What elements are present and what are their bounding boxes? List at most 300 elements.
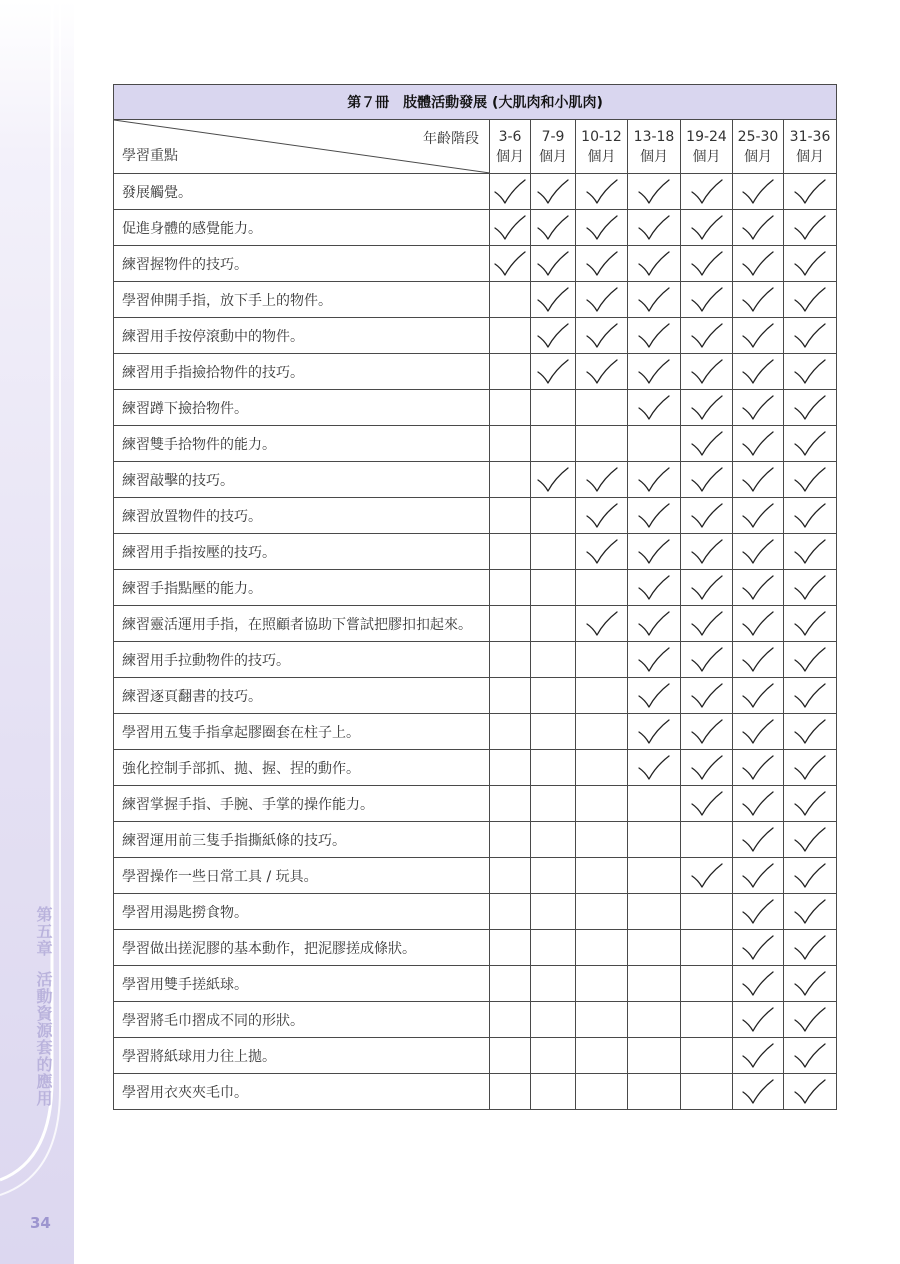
checkmark-icon	[742, 431, 774, 457]
table-row	[114, 246, 837, 282]
table-row	[114, 534, 837, 570]
checkmark-icon	[794, 1043, 826, 1069]
checkmark-icon	[691, 323, 723, 349]
check-cell	[784, 894, 837, 930]
check-cell	[784, 462, 837, 498]
checkmark-icon	[794, 971, 826, 997]
checkmark-icon	[494, 179, 526, 205]
age-unit: 個月	[587, 148, 616, 165]
table-row	[114, 570, 837, 606]
check-cell	[784, 822, 837, 858]
check-cell	[681, 174, 733, 210]
check-cell	[733, 678, 784, 714]
table-row	[114, 966, 837, 1002]
learning-item: 練習握物件的技巧。	[114, 246, 490, 282]
check-cell	[784, 678, 837, 714]
checkmark-icon	[638, 179, 670, 205]
check-cell	[733, 462, 784, 498]
check-cell	[531, 246, 576, 282]
check-cell	[531, 534, 576, 570]
learning-item: 練習用手指撿拾物件的技巧。	[114, 354, 490, 390]
check-cell	[784, 606, 837, 642]
check-cell	[681, 498, 733, 534]
learning-item: 學習用衣夾夾毛巾。	[114, 1074, 490, 1110]
check-cell	[784, 426, 837, 462]
learning-item: 學習用湯匙撈食物。	[114, 894, 490, 930]
checkmark-icon	[794, 539, 826, 565]
table-row	[114, 606, 837, 642]
checkmark-icon	[742, 863, 774, 889]
check-cell	[681, 282, 733, 318]
age-range: 13-18	[633, 128, 675, 145]
check-cell	[490, 1074, 531, 1110]
check-cell	[490, 606, 531, 642]
checkmark-icon	[742, 1007, 774, 1033]
checkmark-icon	[742, 323, 774, 349]
check-cell	[784, 318, 837, 354]
check-cell	[576, 282, 628, 318]
age-range: 10-12	[581, 128, 622, 145]
checkmark-icon	[691, 395, 723, 421]
checkmark-icon	[691, 863, 723, 889]
check-cell	[490, 786, 531, 822]
checkmark-icon	[586, 359, 618, 385]
checkmark-icon	[742, 1043, 774, 1069]
checkmark-icon	[638, 503, 670, 529]
table-row	[114, 930, 837, 966]
check-cell	[628, 246, 681, 282]
check-cell	[576, 822, 628, 858]
check-cell	[628, 426, 681, 462]
learning-item: 練習敲擊的技巧。	[114, 462, 490, 498]
checkmark-icon	[638, 395, 670, 421]
check-cell	[628, 930, 681, 966]
checkmark-icon	[691, 215, 723, 241]
checkmark-icon	[794, 719, 826, 745]
learning-item: 練習手指點壓的能力。	[114, 570, 490, 606]
check-cell	[576, 750, 628, 786]
check-cell	[628, 822, 681, 858]
checkmark-icon	[794, 431, 826, 457]
check-cell	[576, 534, 628, 570]
checkmark-icon	[742, 647, 774, 673]
check-cell	[733, 282, 784, 318]
table-row	[114, 894, 837, 930]
check-cell	[576, 426, 628, 462]
checkmark-icon	[794, 395, 826, 421]
check-cell	[490, 174, 531, 210]
check-cell	[490, 498, 531, 534]
check-cell	[576, 1074, 628, 1110]
table-row	[114, 642, 837, 678]
age-range: 19-24	[686, 128, 727, 145]
checkmark-icon	[537, 251, 569, 277]
table-row	[114, 786, 837, 822]
check-cell	[784, 714, 837, 750]
checkmark-icon	[537, 287, 569, 313]
checkmark-icon	[742, 359, 774, 385]
check-cell	[531, 570, 576, 606]
check-cell	[733, 642, 784, 678]
check-cell	[681, 894, 733, 930]
checkmark-icon	[691, 467, 723, 493]
check-cell	[628, 1038, 681, 1074]
development-table-wrapper	[113, 84, 836, 1110]
checkmark-icon	[742, 935, 774, 961]
table-row	[114, 858, 837, 894]
table-row	[114, 354, 837, 390]
check-cell	[531, 1074, 576, 1110]
check-cell	[681, 606, 733, 642]
check-cell	[531, 822, 576, 858]
table-body	[114, 174, 837, 1110]
learning-item: 學習將紙球用力往上拋。	[114, 1038, 490, 1074]
check-cell	[531, 714, 576, 750]
checkmark-icon	[794, 467, 826, 493]
checkmark-icon	[691, 755, 723, 781]
checkmark-icon	[794, 611, 826, 637]
check-cell	[733, 1002, 784, 1038]
checkmark-icon	[794, 1079, 826, 1105]
check-cell	[576, 966, 628, 1002]
checkmark-icon	[494, 215, 526, 241]
checkmark-icon	[794, 935, 826, 961]
check-cell	[784, 858, 837, 894]
check-cell	[490, 570, 531, 606]
checkmark-icon	[586, 179, 618, 205]
check-cell	[733, 786, 784, 822]
table-title: 第７冊 肢體活動發展 (大肌肉和小肌肉)	[114, 85, 837, 120]
check-cell	[733, 246, 784, 282]
check-cell	[531, 1038, 576, 1074]
chapter-number: 第五章	[34, 906, 53, 957]
check-cell	[681, 786, 733, 822]
check-cell	[628, 534, 681, 570]
checkmark-icon	[586, 539, 618, 565]
learning-item: 練習雙手拾物件的能力。	[114, 426, 490, 462]
check-cell	[628, 714, 681, 750]
check-cell	[576, 1038, 628, 1074]
checkmark-icon	[586, 467, 618, 493]
age-range: 31-36	[789, 128, 831, 145]
check-cell	[531, 678, 576, 714]
check-cell	[784, 1002, 837, 1038]
check-cell	[531, 390, 576, 426]
checkmark-icon	[586, 323, 618, 349]
learning-item: 學習做出搓泥膠的基本動作，把泥膠搓成條狀。	[114, 930, 490, 966]
check-cell	[576, 894, 628, 930]
checkmark-icon	[742, 611, 774, 637]
check-cell	[531, 462, 576, 498]
checkmark-icon	[742, 899, 774, 925]
check-cell	[733, 606, 784, 642]
learning-item: 學習伸開手指，放下手上的物件。	[114, 282, 490, 318]
checkmark-icon	[691, 287, 723, 313]
checkmark-icon	[794, 359, 826, 385]
check-cell	[733, 210, 784, 246]
check-cell	[490, 1002, 531, 1038]
table-row	[114, 1002, 837, 1038]
check-cell	[490, 354, 531, 390]
checkmark-icon	[794, 755, 826, 781]
checkmark-icon	[638, 251, 670, 277]
chapter-label	[30, 906, 52, 1107]
check-cell	[490, 210, 531, 246]
check-cell	[490, 318, 531, 354]
checkmark-icon	[586, 215, 618, 241]
check-cell	[628, 858, 681, 894]
chapter-title: 活動資源套的應用	[34, 971, 53, 1107]
check-cell	[576, 462, 628, 498]
checkmark-icon	[638, 647, 670, 673]
check-cell	[733, 858, 784, 894]
check-cell	[576, 642, 628, 678]
table-row	[114, 282, 837, 318]
check-cell	[531, 930, 576, 966]
check-cell	[681, 390, 733, 426]
check-cell	[628, 354, 681, 390]
check-cell	[490, 462, 531, 498]
table-row	[114, 390, 837, 426]
check-cell	[490, 714, 531, 750]
checkmark-icon	[691, 359, 723, 385]
table-row	[114, 822, 837, 858]
check-cell	[784, 354, 837, 390]
check-cell	[784, 1038, 837, 1074]
check-cell	[681, 930, 733, 966]
check-cell	[628, 678, 681, 714]
check-cell	[784, 966, 837, 1002]
check-cell	[681, 318, 733, 354]
table-row	[114, 678, 837, 714]
learning-item: 練習逐頁翻書的技巧。	[114, 678, 490, 714]
check-cell	[628, 318, 681, 354]
checkmark-icon	[794, 575, 826, 601]
learning-item: 練習靈活運用手指，在照顧者協助下嘗試把膠扣扣起來。	[114, 606, 490, 642]
checkmark-icon	[742, 755, 774, 781]
check-cell	[784, 246, 837, 282]
checkmark-icon	[691, 683, 723, 709]
learning-item: 學習操作一些日常工具 / 玩具。	[114, 858, 490, 894]
check-cell	[784, 498, 837, 534]
learning-item: 練習用手指按壓的技巧。	[114, 534, 490, 570]
check-cell	[784, 282, 837, 318]
check-cell	[628, 570, 681, 606]
check-cell	[681, 678, 733, 714]
checkmark-icon	[794, 899, 826, 925]
checkmark-icon	[794, 323, 826, 349]
checkmark-icon	[794, 179, 826, 205]
check-cell	[681, 822, 733, 858]
checkmark-icon	[742, 467, 774, 493]
age-range: 3-6	[498, 128, 522, 145]
learning-item: 學習將毛巾摺成不同的形狀。	[114, 1002, 490, 1038]
checkmark-icon	[638, 719, 670, 745]
check-cell	[490, 282, 531, 318]
table-row	[114, 1038, 837, 1074]
check-cell	[681, 642, 733, 678]
checkmark-icon	[742, 683, 774, 709]
checkmark-icon	[691, 179, 723, 205]
check-cell	[576, 246, 628, 282]
checkmark-icon	[586, 611, 618, 637]
check-cell	[733, 750, 784, 786]
check-cell	[628, 786, 681, 822]
check-cell	[628, 750, 681, 786]
check-cell	[531, 354, 576, 390]
checkmark-icon	[537, 467, 569, 493]
check-cell	[628, 282, 681, 318]
learning-item: 促進身體的感覺能力。	[114, 210, 490, 246]
check-cell	[681, 858, 733, 894]
check-cell	[531, 642, 576, 678]
checkmark-icon	[494, 251, 526, 277]
check-cell	[733, 966, 784, 1002]
age-range: 25-30	[737, 128, 779, 145]
check-cell	[628, 498, 681, 534]
check-cell	[784, 1074, 837, 1110]
checkmark-icon	[638, 323, 670, 349]
check-cell	[531, 282, 576, 318]
table-row	[114, 210, 837, 246]
check-cell	[490, 930, 531, 966]
check-cell	[681, 966, 733, 1002]
checkmark-icon	[794, 791, 826, 817]
check-cell	[531, 318, 576, 354]
check-cell	[733, 570, 784, 606]
checkmark-icon	[537, 179, 569, 205]
check-cell	[531, 210, 576, 246]
age-column-header	[681, 120, 733, 174]
age-column-header	[531, 120, 576, 174]
check-cell	[576, 606, 628, 642]
check-cell	[681, 246, 733, 282]
checkmark-icon	[691, 611, 723, 637]
check-cell	[490, 678, 531, 714]
checkmark-icon	[742, 971, 774, 997]
checkmark-icon	[794, 827, 826, 853]
learning-item: 練習掌握手指、手腕、手掌的操作能力。	[114, 786, 490, 822]
checkmark-icon	[742, 575, 774, 601]
check-cell	[576, 498, 628, 534]
age-unit: 個月	[539, 148, 567, 165]
check-cell	[628, 390, 681, 426]
check-cell	[733, 498, 784, 534]
table-row	[114, 1074, 837, 1110]
age-column-header	[490, 120, 531, 174]
checkmark-icon	[794, 1007, 826, 1033]
age-unit: 個月	[640, 148, 668, 165]
check-cell	[681, 750, 733, 786]
checkmark-icon	[691, 575, 723, 601]
checkmark-icon	[586, 287, 618, 313]
checkmark-icon	[537, 359, 569, 385]
check-cell	[733, 930, 784, 966]
learning-item: 學習用五隻手指拿起膠圈套在柱子上。	[114, 714, 490, 750]
check-cell	[531, 498, 576, 534]
check-cell	[681, 354, 733, 390]
learning-item: 練習運用前三隻手指撕紙條的技巧。	[114, 822, 490, 858]
check-cell	[733, 894, 784, 930]
check-cell	[576, 174, 628, 210]
check-cell	[784, 750, 837, 786]
check-cell	[733, 354, 784, 390]
check-cell	[733, 1038, 784, 1074]
check-cell	[628, 894, 681, 930]
check-cell	[733, 1074, 784, 1110]
age-column-header	[733, 120, 784, 174]
checkmark-icon	[794, 215, 826, 241]
learning-item: 練習放置物件的技巧。	[114, 498, 490, 534]
learning-item: 練習蹲下撿拾物件。	[114, 390, 490, 426]
checkmark-icon	[742, 539, 774, 565]
check-cell	[490, 894, 531, 930]
check-cell	[681, 426, 733, 462]
checkmark-icon	[742, 791, 774, 817]
check-cell	[576, 858, 628, 894]
checkmark-icon	[638, 359, 670, 385]
page-number: 34	[30, 1214, 51, 1232]
checkmark-icon	[742, 287, 774, 313]
learning-item: 練習用手按停滾動中的物件。	[114, 318, 490, 354]
check-cell	[733, 390, 784, 426]
check-cell	[490, 822, 531, 858]
checkmark-icon	[638, 683, 670, 709]
checkmark-icon	[742, 215, 774, 241]
age-column-header	[576, 120, 628, 174]
check-cell	[531, 750, 576, 786]
checkmark-icon	[742, 827, 774, 853]
checkmark-icon	[742, 395, 774, 421]
check-cell	[531, 174, 576, 210]
checkmark-icon	[638, 611, 670, 637]
check-cell	[576, 318, 628, 354]
age-range: 7-9	[541, 128, 565, 145]
checkmark-icon	[691, 431, 723, 457]
checkmark-icon	[794, 647, 826, 673]
table-row	[114, 318, 837, 354]
check-cell	[628, 210, 681, 246]
checkmark-icon	[794, 251, 826, 277]
check-cell	[490, 390, 531, 426]
check-cell	[490, 750, 531, 786]
check-cell	[681, 1038, 733, 1074]
checkmark-icon	[691, 251, 723, 277]
check-cell	[531, 426, 576, 462]
check-cell	[784, 174, 837, 210]
age-unit: 個月	[744, 148, 772, 165]
checkmark-icon	[691, 647, 723, 673]
check-cell	[628, 1002, 681, 1038]
learning-focus-label: 學習重點	[122, 148, 178, 164]
checkmark-icon	[691, 719, 723, 745]
checkmark-icon	[638, 467, 670, 493]
check-cell	[681, 462, 733, 498]
check-cell	[531, 1002, 576, 1038]
age-column-header	[784, 120, 837, 174]
check-cell	[531, 858, 576, 894]
check-cell	[628, 642, 681, 678]
check-cell	[576, 930, 628, 966]
checkmark-icon	[794, 863, 826, 889]
check-cell	[576, 714, 628, 750]
check-cell	[733, 174, 784, 210]
check-cell	[531, 894, 576, 930]
checkmark-icon	[742, 503, 774, 529]
age-unit: 個月	[692, 148, 721, 165]
checkmark-icon	[537, 215, 569, 241]
age-column-header	[628, 120, 681, 174]
